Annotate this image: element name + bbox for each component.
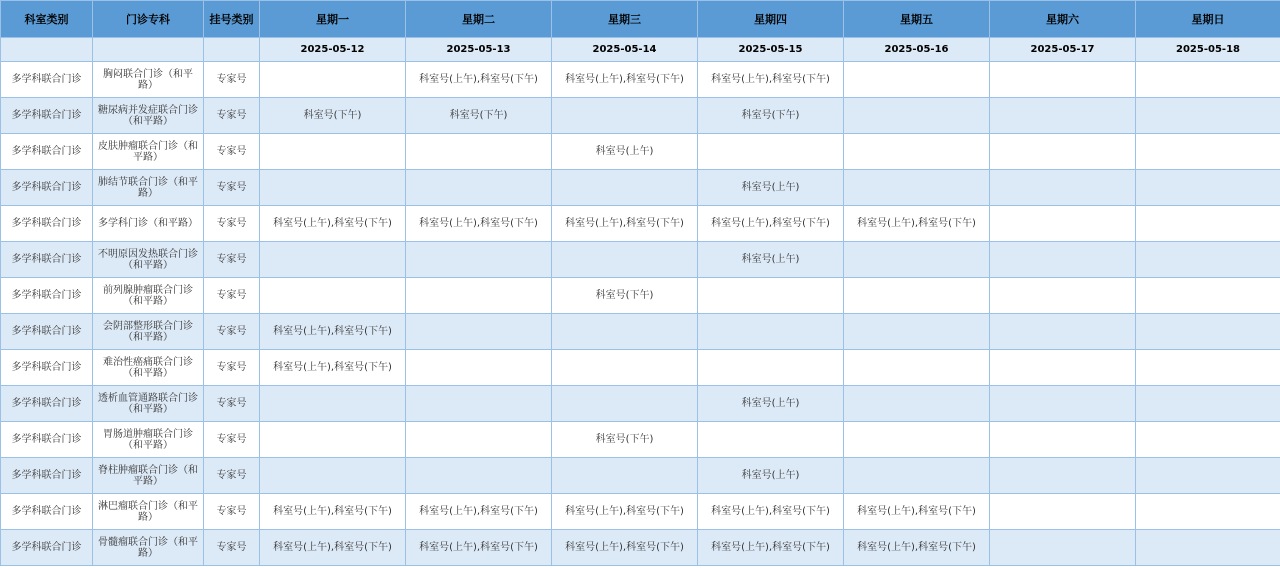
category-cell: 多学科联合门诊 — [1, 422, 93, 458]
specialty-cell: 脊柱肿瘤联合门诊（和平路） — [93, 458, 204, 494]
slot-cell — [260, 278, 406, 314]
slot-cell — [260, 134, 406, 170]
slot-cell — [552, 242, 698, 278]
schedule-body — [1, 62, 1280, 566]
table-row — [1, 350, 1280, 386]
date-cell-empty — [93, 38, 204, 62]
slot-cell[interactable]: 科室号(上午),科室号(下午) — [844, 530, 990, 566]
slot-cell — [844, 170, 990, 206]
specialty-cell: 胸闷联合门诊（和平路） — [93, 62, 204, 98]
slot-cell — [406, 350, 552, 386]
specialty-cell: 前列腺肿瘤联合门诊（和平路） — [93, 278, 204, 314]
column-header: 星期五 — [844, 1, 990, 38]
column-header: 门诊专科 — [93, 1, 204, 38]
slot-cell — [406, 170, 552, 206]
slot-cell — [406, 422, 552, 458]
slot-cell — [990, 242, 1136, 278]
specialty-cell: 胃肠道肿瘤联合门诊（和平路） — [93, 422, 204, 458]
slot-cell[interactable]: 科室号(上午),科室号(下午) — [698, 530, 844, 566]
category-cell: 多学科联合门诊 — [1, 494, 93, 530]
category-cell: 多学科联合门诊 — [1, 242, 93, 278]
slot-cell — [990, 278, 1136, 314]
slot-cell — [260, 242, 406, 278]
table-row — [1, 134, 1280, 170]
slot-cell[interactable]: 科室号(上午),科室号(下午) — [406, 530, 552, 566]
slot-cell — [1136, 314, 1280, 350]
date-cell: 2025-05-14 — [552, 38, 698, 62]
slot-cell[interactable]: 科室号(上午),科室号(下午) — [698, 62, 844, 98]
column-header: 星期二 — [406, 1, 552, 38]
slot-cell — [844, 350, 990, 386]
registration-type-cell: 专家号 — [204, 386, 260, 422]
slot-cell — [698, 278, 844, 314]
slot-cell[interactable]: 科室号(下午) — [406, 98, 552, 134]
slot-cell — [1136, 350, 1280, 386]
slot-cell[interactable]: 科室号(上午),科室号(下午) — [552, 62, 698, 98]
slot-cell[interactable]: 科室号(上午),科室号(下午) — [260, 494, 406, 530]
slot-cell — [552, 458, 698, 494]
date-cell: 2025-05-13 — [406, 38, 552, 62]
slot-cell[interactable]: 科室号(上午) — [698, 386, 844, 422]
registration-type-cell: 专家号 — [204, 170, 260, 206]
slot-cell — [990, 206, 1136, 242]
column-header: 星期六 — [990, 1, 1136, 38]
slot-cell — [990, 350, 1136, 386]
slot-cell — [990, 386, 1136, 422]
slot-cell — [844, 386, 990, 422]
registration-type-cell: 专家号 — [204, 422, 260, 458]
slot-cell[interactable]: 科室号(下午) — [698, 98, 844, 134]
registration-type-cell: 专家号 — [204, 134, 260, 170]
slot-cell — [552, 386, 698, 422]
slot-cell[interactable]: 科室号(上午),科室号(下午) — [260, 530, 406, 566]
slot-cell[interactable]: 科室号(上午),科室号(下午) — [698, 494, 844, 530]
slot-cell — [990, 98, 1136, 134]
slot-cell — [844, 422, 990, 458]
slot-cell[interactable]: 科室号(上午),科室号(下午) — [406, 494, 552, 530]
table-row — [1, 170, 1280, 206]
slot-cell — [552, 98, 698, 134]
slot-cell — [698, 350, 844, 386]
slot-cell — [260, 422, 406, 458]
registration-type-cell: 专家号 — [204, 62, 260, 98]
category-cell: 多学科联合门诊 — [1, 350, 93, 386]
slot-cell — [406, 458, 552, 494]
category-cell: 多学科联合门诊 — [1, 98, 93, 134]
slot-cell[interactable]: 科室号(上午),科室号(下午) — [260, 350, 406, 386]
slot-cell — [1136, 206, 1280, 242]
slot-cell — [260, 386, 406, 422]
slot-cell — [844, 458, 990, 494]
slot-cell — [1136, 530, 1280, 566]
table-row — [1, 494, 1280, 530]
header-row — [1, 1, 1280, 38]
specialty-cell: 肺结节联合门诊（和平路） — [93, 170, 204, 206]
slot-cell — [1136, 134, 1280, 170]
specialty-cell: 淋巴瘤联合门诊（和平路） — [93, 494, 204, 530]
table-row — [1, 422, 1280, 458]
slot-cell — [990, 530, 1136, 566]
registration-type-cell: 专家号 — [204, 242, 260, 278]
slot-cell[interactable]: 科室号(下午) — [260, 98, 406, 134]
registration-type-cell: 专家号 — [204, 314, 260, 350]
date-cell: 2025-05-16 — [844, 38, 990, 62]
slot-cell[interactable]: 科室号(上午),科室号(下午) — [844, 206, 990, 242]
slot-cell[interactable]: 科室号(上午) — [552, 134, 698, 170]
date-cell-empty — [204, 38, 260, 62]
table-row — [1, 458, 1280, 494]
column-header: 科室类别 — [1, 1, 93, 38]
slot-cell — [698, 134, 844, 170]
table-row — [1, 242, 1280, 278]
slot-cell[interactable]: 科室号(上午),科室号(下午) — [406, 206, 552, 242]
specialty-cell: 透析血管通路联合门诊（和平路） — [93, 386, 204, 422]
slot-cell — [990, 422, 1136, 458]
slot-cell[interactable]: 科室号(上午),科室号(下午) — [406, 62, 552, 98]
slot-cell[interactable]: 科室号(上午),科室号(下午) — [260, 314, 406, 350]
slot-cell — [1136, 242, 1280, 278]
category-cell: 多学科联合门诊 — [1, 530, 93, 566]
slot-cell — [844, 314, 990, 350]
specialty-cell: 多学科门诊（和平路） — [93, 206, 204, 242]
slot-cell — [990, 494, 1136, 530]
slot-cell — [406, 386, 552, 422]
table-row — [1, 206, 1280, 242]
slot-cell — [260, 170, 406, 206]
registration-type-cell: 专家号 — [204, 278, 260, 314]
specialty-cell: 不明原因发热联合门诊（和平路） — [93, 242, 204, 278]
slot-cell — [990, 62, 1136, 98]
column-header: 挂号类别 — [204, 1, 260, 38]
slot-cell — [1136, 98, 1280, 134]
slot-cell — [1136, 278, 1280, 314]
category-cell: 多学科联合门诊 — [1, 278, 93, 314]
category-cell: 多学科联合门诊 — [1, 458, 93, 494]
slot-cell — [698, 314, 844, 350]
table-row — [1, 530, 1280, 566]
slot-cell — [990, 458, 1136, 494]
slot-cell — [1136, 458, 1280, 494]
slot-cell — [1136, 386, 1280, 422]
slot-cell — [406, 314, 552, 350]
column-header: 星期四 — [698, 1, 844, 38]
slot-cell — [406, 242, 552, 278]
category-cell: 多学科联合门诊 — [1, 386, 93, 422]
registration-type-cell: 专家号 — [204, 458, 260, 494]
slot-cell — [552, 350, 698, 386]
specialty-cell: 难治性癌痛联合门诊（和平路） — [93, 350, 204, 386]
table-row — [1, 98, 1280, 134]
slot-cell[interactable]: 科室号(上午) — [698, 458, 844, 494]
date-cell: 2025-05-12 — [260, 38, 406, 62]
slot-cell — [1136, 422, 1280, 458]
slot-cell — [990, 314, 1136, 350]
slot-cell — [990, 170, 1136, 206]
slot-cell — [844, 134, 990, 170]
specialty-cell: 皮肤肿瘤联合门诊（和平路） — [93, 134, 204, 170]
specialty-cell: 糖尿病并发症联合门诊（和平路） — [93, 98, 204, 134]
date-cell: 2025-05-17 — [990, 38, 1136, 62]
slot-cell — [1136, 170, 1280, 206]
slot-cell[interactable]: 科室号(上午),科室号(下午) — [552, 530, 698, 566]
slot-cell — [844, 242, 990, 278]
slot-cell — [1136, 494, 1280, 530]
slot-cell — [260, 458, 406, 494]
registration-type-cell: 专家号 — [204, 350, 260, 386]
category-cell: 多学科联合门诊 — [1, 62, 93, 98]
category-cell: 多学科联合门诊 — [1, 314, 93, 350]
slot-cell — [406, 278, 552, 314]
table-row — [1, 278, 1280, 314]
slot-cell[interactable]: 科室号(上午),科室号(下午) — [552, 206, 698, 242]
slot-cell — [406, 134, 552, 170]
date-cell: 2025-05-18 — [1136, 38, 1280, 62]
table-row — [1, 62, 1280, 98]
slot-cell — [552, 314, 698, 350]
column-header: 星期一 — [260, 1, 406, 38]
slot-cell[interactable]: 科室号(上午) — [698, 242, 844, 278]
slot-cell — [844, 62, 990, 98]
slot-cell[interactable]: 科室号(上午),科室号(下午) — [260, 206, 406, 242]
slot-cell — [990, 134, 1136, 170]
slot-cell — [844, 98, 990, 134]
date-cell-empty — [1, 38, 93, 62]
registration-type-cell: 专家号 — [204, 98, 260, 134]
category-cell: 多学科联合门诊 — [1, 206, 93, 242]
slot-cell — [844, 278, 990, 314]
slot-cell[interactable]: 科室号(下午) — [552, 422, 698, 458]
specialty-cell: 骨髓瘤联合门诊（和平路） — [93, 530, 204, 566]
table-row — [1, 314, 1280, 350]
specialty-cell: 会阴部整形联合门诊（和平路） — [93, 314, 204, 350]
slot-cell[interactable]: 科室号(上午),科室号(下午) — [698, 206, 844, 242]
slot-cell[interactable]: 科室号(下午) — [552, 278, 698, 314]
slot-cell — [698, 422, 844, 458]
column-header: 星期日 — [1136, 1, 1280, 38]
slot-cell — [552, 170, 698, 206]
date-row — [1, 38, 1280, 62]
slot-cell[interactable]: 科室号(上午) — [698, 170, 844, 206]
slot-cell — [260, 62, 406, 98]
category-cell: 多学科联合门诊 — [1, 134, 93, 170]
column-header: 星期三 — [552, 1, 698, 38]
category-cell: 多学科联合门诊 — [1, 170, 93, 206]
registration-type-cell: 专家号 — [204, 530, 260, 566]
date-cell: 2025-05-15 — [698, 38, 844, 62]
table-row — [1, 386, 1280, 422]
slot-cell[interactable]: 科室号(上午),科室号(下午) — [844, 494, 990, 530]
registration-type-cell: 专家号 — [204, 206, 260, 242]
registration-type-cell: 专家号 — [204, 494, 260, 530]
slot-cell[interactable]: 科室号(上午),科室号(下午) — [552, 494, 698, 530]
slot-cell — [1136, 62, 1280, 98]
